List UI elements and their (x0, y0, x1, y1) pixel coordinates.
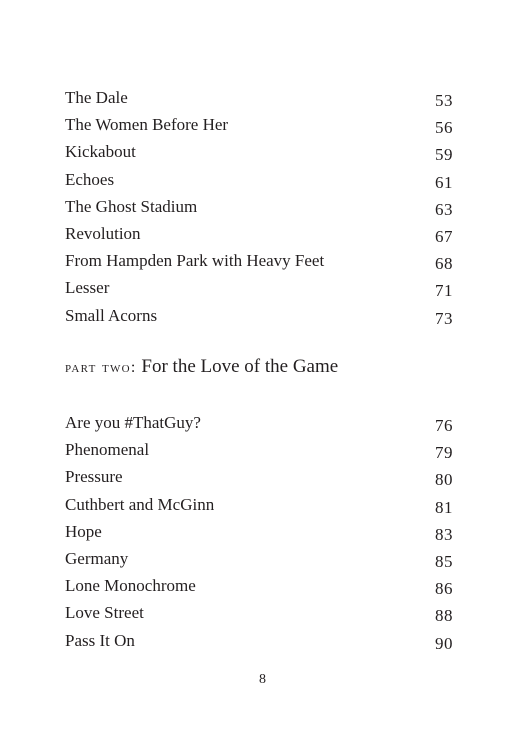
toc-entry (65, 409, 453, 436)
toc-entry-page: 63 (435, 199, 453, 219)
toc-entry (65, 302, 453, 329)
toc-entry (65, 463, 453, 490)
toc-entry-page: 88 (435, 606, 453, 626)
toc-entry-title: Kickabout (65, 142, 136, 162)
toc-entry (65, 138, 453, 165)
toc-entry (65, 599, 453, 626)
toc-entry (65, 518, 453, 545)
toc-entry (65, 247, 453, 274)
toc-entry-page: 79 (435, 443, 453, 463)
toc-entry-title: Germany (65, 548, 129, 568)
toc-entry (65, 572, 453, 599)
toc-entry-page: 68 (435, 254, 453, 274)
toc-entry-title: From Hampden Park with Heavy Feet (65, 251, 325, 271)
toc-entry-title: Revolution (65, 223, 141, 243)
toc-entry-page: 83 (435, 524, 453, 544)
toc-entry-title: Hope (65, 521, 102, 541)
toc-entry (65, 545, 453, 572)
toc-entry-page: 67 (435, 226, 453, 246)
toc-entry (65, 274, 453, 301)
toc-entry-page: 81 (435, 497, 453, 517)
toc-entry-title: Echoes (65, 169, 115, 189)
toc-entry-page: 61 (435, 172, 453, 192)
toc-entry (65, 166, 453, 193)
toc-entry-title: Small Acorns (65, 305, 158, 325)
part-label: part two: (65, 359, 137, 376)
toc-entry-title: The Women Before Her (65, 115, 229, 135)
toc-entry (65, 111, 453, 138)
toc-entry-page: 86 (435, 579, 453, 599)
page-number: 8 (259, 672, 266, 687)
toc-entry-page: 71 (435, 281, 453, 301)
toc-entry (65, 491, 453, 518)
toc-entry-page: 85 (435, 551, 453, 571)
toc-entry-title: Phenomenal (65, 440, 150, 460)
toc-entry-page: 59 (435, 145, 453, 165)
toc-entry-page: 53 (435, 91, 453, 110)
toc-entry-title: Love Street (65, 603, 144, 623)
toc-section-part-one (65, 84, 453, 329)
part-title: For the Love of the Game (141, 356, 339, 377)
toc-entry-title: Pass It On (65, 630, 135, 650)
toc-entry (65, 627, 453, 654)
toc-entry-page: 56 (435, 118, 453, 138)
toc-entry-title: Lesser (65, 278, 110, 298)
toc-entry-page: 80 (435, 470, 453, 490)
toc-entry-title: Pressure (65, 467, 123, 487)
toc-entry (65, 193, 453, 220)
toc-entry-title: Are you #ThatGuy? (65, 413, 201, 432)
toc-entry-page: 76 (435, 416, 453, 435)
toc-entry (65, 220, 453, 247)
toc-entry-page: 90 (435, 633, 453, 653)
toc-entry-page: 73 (435, 308, 453, 328)
toc-entry (65, 436, 453, 463)
toc-entry-title: The Ghost Stadium (65, 196, 198, 216)
part-heading (65, 354, 338, 381)
toc-entry-title: The Dale (65, 88, 128, 107)
toc-section-part-two (65, 409, 453, 654)
toc-entry-title: Cuthbert and McGinn (65, 494, 215, 514)
toc-entry-title: Lone Monochrome (65, 576, 196, 596)
toc-entry (65, 84, 453, 111)
